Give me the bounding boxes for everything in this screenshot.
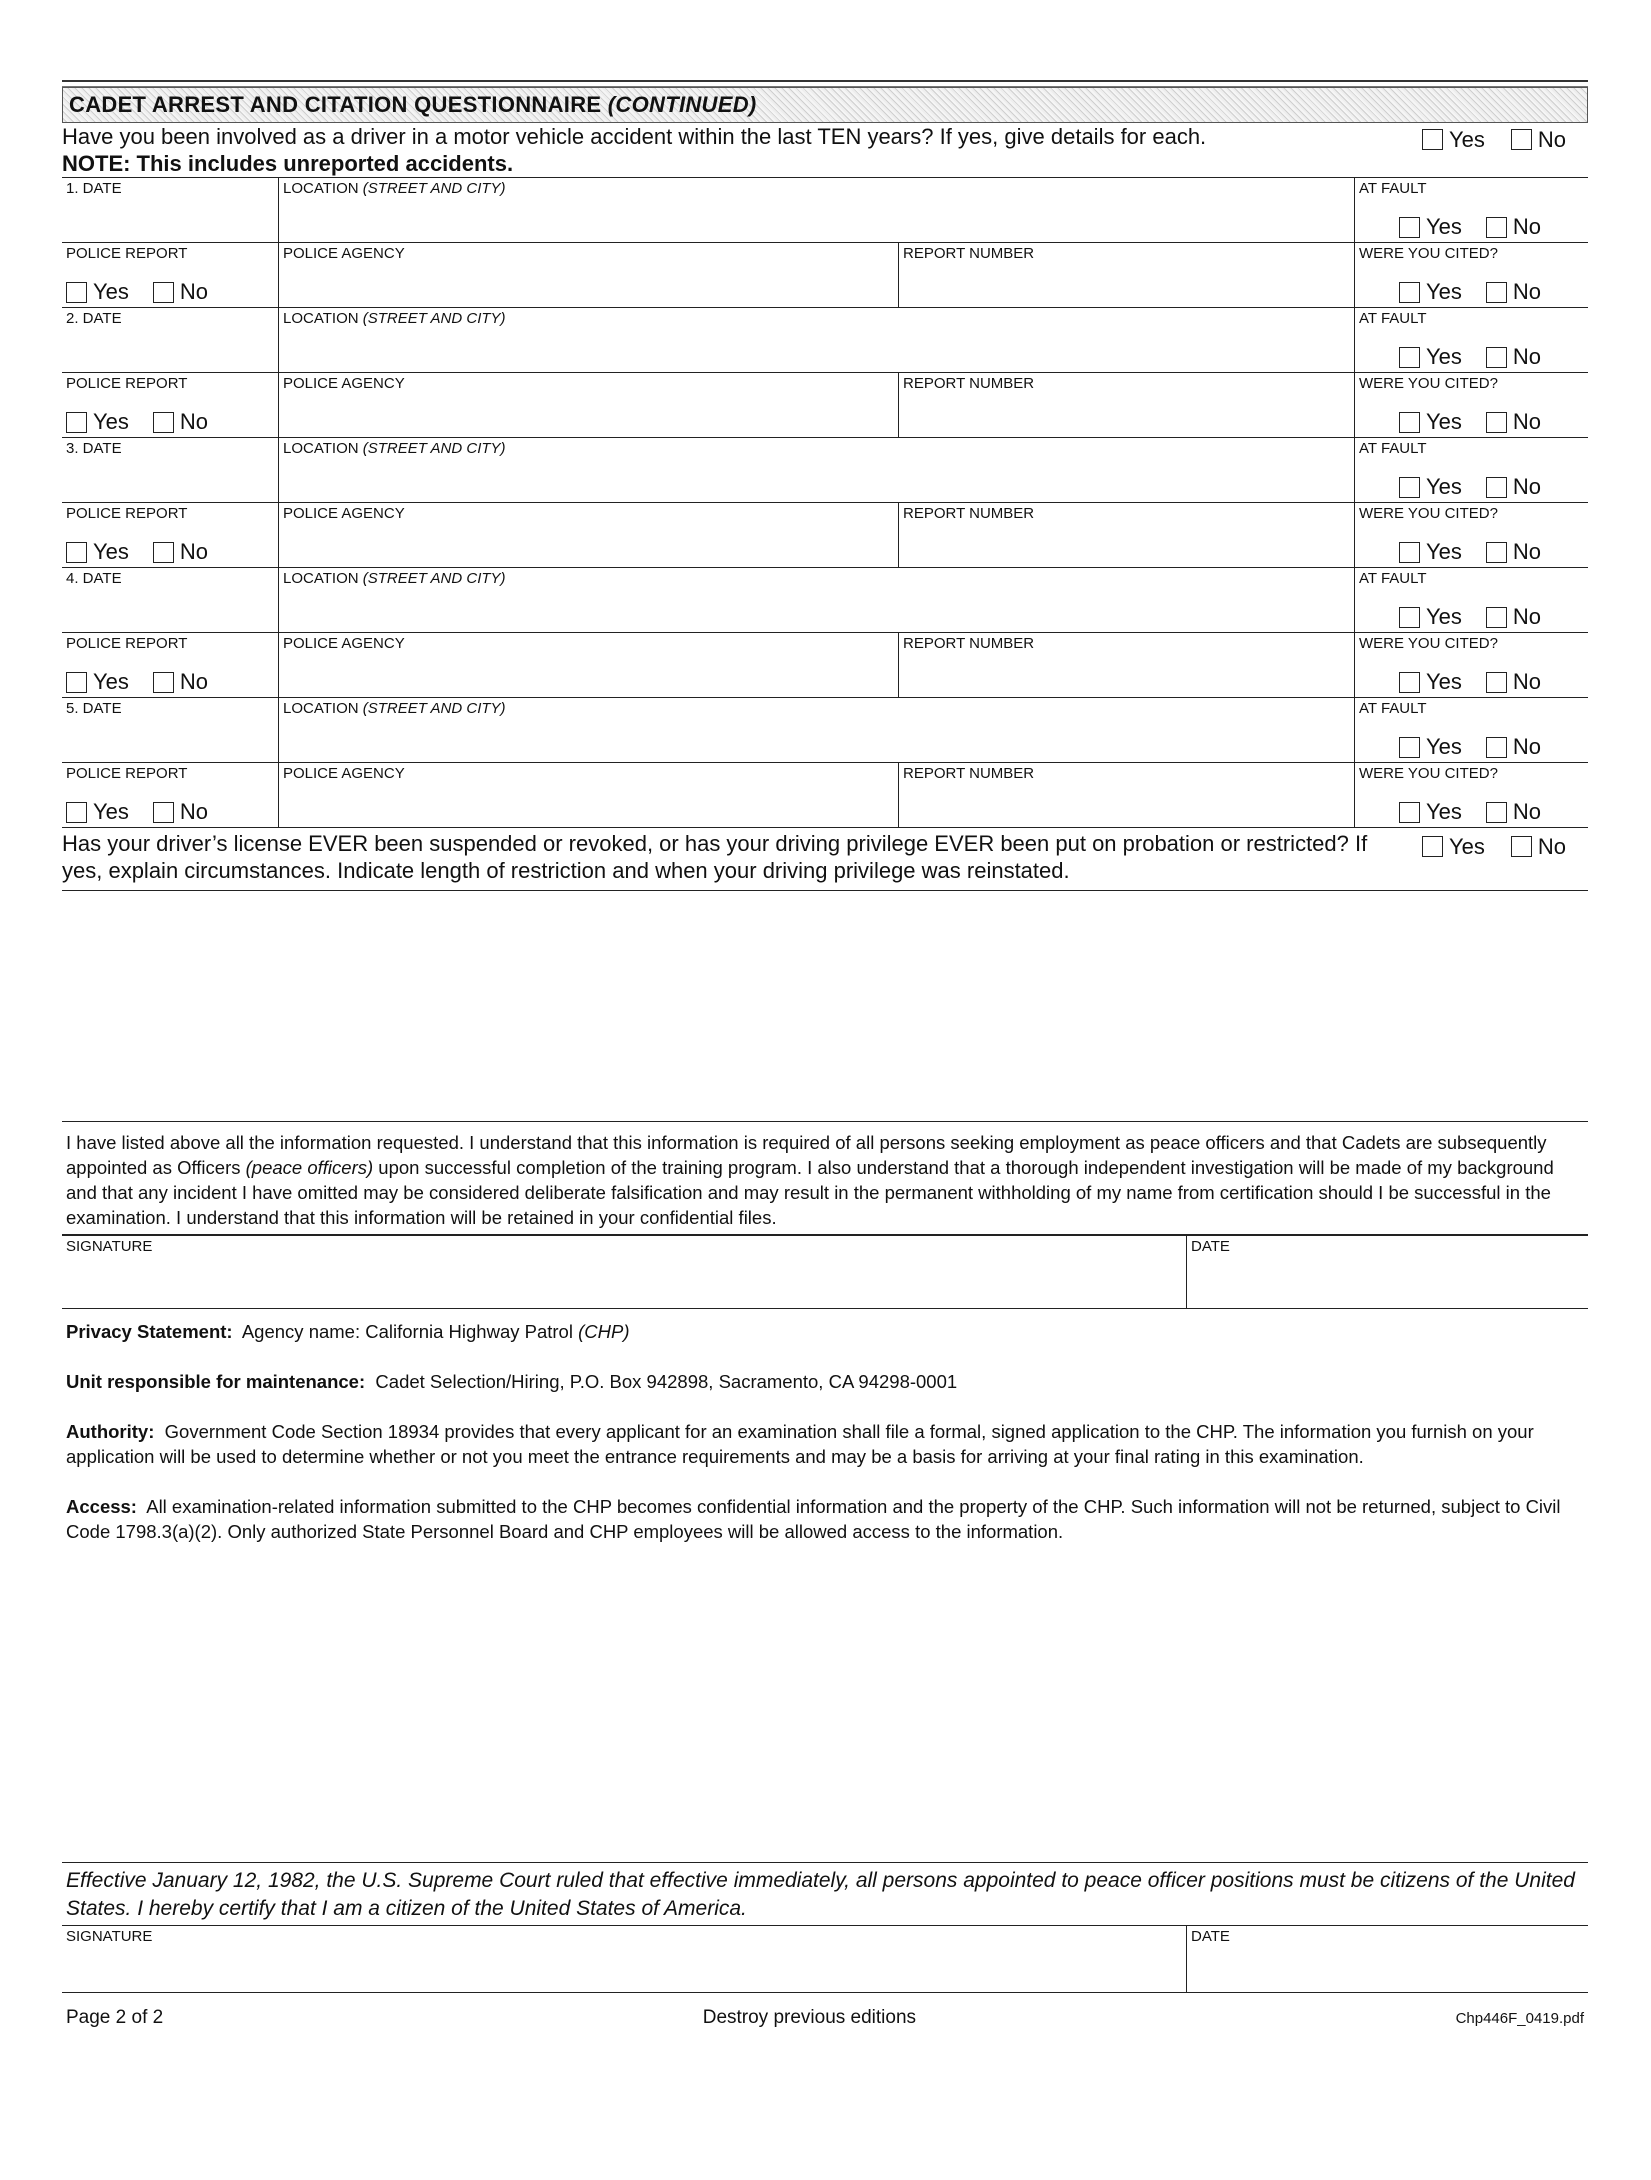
- no-label: No: [1537, 834, 1566, 859]
- no-label: No: [1512, 799, 1542, 824]
- accident-3-report-number-field[interactable]: [898, 503, 1354, 567]
- no-label: No: [179, 799, 209, 824]
- location-label-text: LOCATION: [283, 180, 359, 197]
- at-fault-label: AT FAULT: [1359, 440, 1427, 457]
- signature-label: SIGNATURE: [66, 1928, 153, 1945]
- no-label: No: [179, 279, 209, 304]
- accident-2-at-fault-yes-checkbox[interactable]: [1399, 347, 1420, 368]
- yes-label: Yes: [1426, 409, 1462, 434]
- unit-text: Cadet Selection/Hiring, P.O. Box 942898, Sacramento, CA 94298-0001: [375, 1371, 958, 1392]
- accident-5-report-number-field[interactable]: [898, 763, 1354, 827]
- accident-5-row-2: [62, 763, 1588, 828]
- at-fault-label: AT FAULT: [1359, 310, 1427, 327]
- accident-2-police-report-no-checkbox[interactable]: [153, 412, 174, 433]
- accident-4-row-2: [62, 633, 1588, 698]
- accident-1-row-1: [62, 178, 1588, 243]
- location-label: [283, 700, 506, 717]
- accident-3-police-report-yes-checkbox[interactable]: [66, 542, 87, 563]
- no-label: No: [1512, 344, 1542, 369]
- accident-1-report-number-field[interactable]: [898, 243, 1354, 307]
- accident-1-cited-no-checkbox[interactable]: [1486, 282, 1507, 303]
- spacer: [62, 1544, 1588, 1862]
- accident-5-cited: [1354, 763, 1588, 827]
- license-yes-checkbox[interactable]: [1422, 836, 1443, 857]
- accident-5-cited-no-checkbox[interactable]: [1486, 802, 1507, 823]
- yes-label: Yes: [1426, 604, 1462, 629]
- citizenship-statement: Effective January 12, 1982, the U.S. Supreme Court ruled that effective immediately, all persons appointed to peace officer positions must be citizens of the United States. I hereby certify that I am a citizen of the United States of America.: [62, 1862, 1588, 1925]
- were-cited-label: WERE YOU CITED?: [1359, 635, 1498, 652]
- footer-notice: Destroy previous editions: [702, 2007, 917, 2028]
- no-label: No: [1512, 409, 1542, 434]
- were-cited-label: WERE YOU CITED?: [1359, 505, 1498, 522]
- accident-1-police-report: [62, 243, 278, 307]
- accident-1-at-fault-yes-checkbox[interactable]: [1399, 217, 1420, 238]
- location-label: [283, 570, 506, 587]
- accident-5-police-report-yes-checkbox[interactable]: [66, 802, 87, 823]
- license-no-checkbox[interactable]: [1511, 836, 1532, 857]
- accident-2-police-report: [62, 373, 278, 437]
- date-field-2[interactable]: [1186, 1926, 1588, 1992]
- signature-label: SIGNATURE: [66, 1238, 153, 1255]
- accident-1-cited-yes-checkbox[interactable]: [1399, 282, 1420, 303]
- signature-row: [62, 1234, 1588, 1309]
- no-label: No: [179, 409, 209, 434]
- police-report-label: POLICE REPORT: [66, 375, 188, 392]
- accident-5-police-agency-field[interactable]: [278, 763, 898, 827]
- yes-label: Yes: [1426, 344, 1462, 369]
- accident-4-cited-no-checkbox[interactable]: [1486, 672, 1507, 693]
- yes-label: Yes: [93, 539, 129, 564]
- accident-2-row-2: [62, 373, 1588, 438]
- date-label: 3. DATE: [66, 440, 122, 457]
- accident-3-row-1: [62, 438, 1588, 503]
- no-label: No: [1512, 279, 1542, 304]
- were-cited-label: WERE YOU CITED?: [1359, 375, 1498, 392]
- footer: [62, 2007, 1588, 2029]
- accident-2-police-report-yes-checkbox[interactable]: [66, 412, 87, 433]
- accident-2-at-fault: [1354, 308, 1588, 372]
- yes-label: Yes: [93, 669, 129, 694]
- accident-2-report-number-field[interactable]: [898, 373, 1354, 437]
- accident-4-cited: [1354, 633, 1588, 697]
- accident-1-date-field[interactable]: [62, 178, 278, 242]
- section-header: [62, 87, 1588, 123]
- accident-4-police-report: [62, 633, 278, 697]
- police-agency-label: POLICE AGENCY: [283, 375, 405, 392]
- accident-5-at-fault-no-checkbox[interactable]: [1486, 737, 1507, 758]
- accident-1-location-field[interactable]: [278, 178, 1354, 242]
- accident-5-at-fault-yes-checkbox[interactable]: [1399, 737, 1420, 758]
- accident-1-cited: [1354, 243, 1588, 307]
- date-label: DATE: [1191, 1928, 1230, 1945]
- report-number-label: REPORT NUMBER: [903, 505, 1035, 522]
- accident-4-at-fault: [1354, 568, 1588, 632]
- accident-1-at-fault: [1354, 178, 1588, 242]
- no-label: No: [179, 539, 209, 564]
- accident-question: [62, 123, 1588, 177]
- at-fault-label: AT FAULT: [1359, 700, 1427, 717]
- accident-5-police-report-no-checkbox[interactable]: [153, 802, 174, 823]
- no-label: No: [1512, 734, 1542, 759]
- accident-1-police-report-yes-checkbox[interactable]: [66, 282, 87, 303]
- at-fault-label: AT FAULT: [1359, 180, 1427, 197]
- yes-label: Yes: [1426, 734, 1462, 759]
- location-label: [283, 440, 506, 457]
- certification-statement: [62, 1121, 1588, 1234]
- location-label-suffix: (STREET AND CITY): [362, 180, 506, 197]
- privacy-label: Privacy Statement:: [66, 1321, 233, 1342]
- accident-4-at-fault-no-checkbox[interactable]: [1486, 607, 1507, 628]
- no-label: No: [1512, 539, 1542, 564]
- police-agency-label: POLICE AGENCY: [283, 765, 405, 782]
- yes-label: Yes: [1426, 669, 1462, 694]
- accident-4-cited-yes-checkbox[interactable]: [1399, 672, 1420, 693]
- accident-5-police-report: [62, 763, 278, 827]
- privacy-section: [62, 1319, 1588, 1544]
- location-label: [283, 310, 506, 327]
- yes-label: Yes: [1426, 474, 1462, 499]
- accident-4-police-report-yes-checkbox[interactable]: [66, 672, 87, 693]
- section-title: CADET ARREST AND CITATION QUESTIONNAIRE: [69, 92, 602, 117]
- access-label: Access:: [66, 1496, 137, 1517]
- accident-3-cited-yes-checkbox[interactable]: [1399, 542, 1420, 563]
- statement-part-1: I have listed above all the information requested. I understand that this information is required of all persons seeking employment as peace officers and that Cadets are subsequently appointed as Officers: [66, 1132, 1547, 1178]
- accident-3-at-fault: [1354, 438, 1588, 502]
- accident-2-at-fault-no-checkbox[interactable]: [1486, 347, 1507, 368]
- accident-3-police-agency-field[interactable]: [278, 503, 898, 567]
- accident-3-at-fault-yes-checkbox[interactable]: [1399, 477, 1420, 498]
- authority-label: Authority:: [66, 1421, 155, 1442]
- accident-4-row-1: [62, 568, 1588, 633]
- accident-5-date-field[interactable]: [62, 698, 278, 762]
- accident-3-police-report: [62, 503, 278, 567]
- privacy-text: Agency name: California Highway Patrol: [241, 1321, 573, 1342]
- accident-3-at-fault-no-checkbox[interactable]: [1486, 477, 1507, 498]
- location-label-text: LOCATION: [283, 570, 359, 587]
- signature-field-2[interactable]: [62, 1926, 1186, 1992]
- no-label: No: [1512, 669, 1542, 694]
- license-question-text: Has your driver’s license EVER been suspended or revoked, or has your driving privilege EVER been put on probation or restricted? If yes, explain circumstances. Indicate length of restriction and when your driving privilege was reinstated.: [62, 831, 1368, 883]
- accident-question-note: NOTE: This includes unreported accidents.: [62, 151, 514, 176]
- report-number-label: REPORT NUMBER: [903, 245, 1035, 262]
- yes-label: Yes: [1426, 799, 1462, 824]
- yes-label: Yes: [93, 279, 129, 304]
- yes-label: Yes: [1426, 539, 1462, 564]
- accident-5-row-1: [62, 698, 1588, 763]
- accident-1-police-agency-field[interactable]: [278, 243, 898, 307]
- access-text: All examination-related information submitted to the CHP becomes confidential information and the property of the CHP. Such information will not be returned, subject to Civil Code 1798.3(a)(2). Only authorized State Personnel Board and CHP employees will be allowed access to the information.: [66, 1496, 1561, 1542]
- statement-italic: (peace officers): [245, 1157, 374, 1178]
- yes-label: Yes: [93, 799, 129, 824]
- accident-2-cited-yes-checkbox[interactable]: [1399, 412, 1420, 433]
- date-label: 4. DATE: [66, 570, 122, 587]
- form-id: Chp446F_0419.pdf: [1455, 2009, 1584, 2027]
- date-label: 2. DATE: [66, 310, 122, 327]
- accident-1-police-report-no-checkbox[interactable]: [153, 282, 174, 303]
- police-agency-label: POLICE AGENCY: [283, 245, 405, 262]
- accident-5-cited-yes-checkbox[interactable]: [1399, 802, 1420, 823]
- location-label-suffix: (STREET AND CITY): [362, 310, 506, 327]
- report-number-label: REPORT NUMBER: [903, 765, 1035, 782]
- accident-2-cited: [1354, 373, 1588, 437]
- location-label-text: LOCATION: [283, 310, 359, 327]
- privacy-italic: (CHP): [578, 1321, 630, 1342]
- police-agency-label: POLICE AGENCY: [283, 635, 405, 652]
- yes-label: Yes: [1448, 834, 1485, 859]
- location-label-suffix: (STREET AND CITY): [362, 440, 506, 457]
- date-label: 1. DATE: [66, 180, 122, 197]
- signature-row-2: [62, 1925, 1588, 1993]
- page-number: Page 2 of 2: [66, 2007, 164, 2028]
- accident-4-police-agency-field[interactable]: [278, 633, 898, 697]
- date-label: 5. DATE: [66, 700, 122, 717]
- accident-2-location-field[interactable]: [278, 308, 1354, 372]
- accident-4-location-field[interactable]: [278, 568, 1354, 632]
- accident-4-report-number-field[interactable]: [898, 633, 1354, 697]
- no-label: No: [1537, 127, 1566, 152]
- accident-3-police-report-no-checkbox[interactable]: [153, 542, 174, 563]
- report-number-label: REPORT NUMBER: [903, 375, 1035, 392]
- location-label-suffix: (STREET AND CITY): [362, 700, 506, 717]
- date-field[interactable]: [1186, 1236, 1588, 1308]
- no-label: No: [179, 669, 209, 694]
- accident-table: [62, 177, 1588, 828]
- authority-text: Government Code Section 18934 provides that every applicant for an examination shall file a formal, signed application to the CHP. The information you furnish on your application will be used to determine whether or not you meet the entrance requirements and may be a basis for arriving at your final rating in this examination.: [66, 1421, 1534, 1467]
- no-label: No: [1512, 604, 1542, 629]
- yes-label: Yes: [93, 409, 129, 434]
- yes-label: Yes: [1448, 127, 1485, 152]
- accident-3-row-2: [62, 503, 1588, 568]
- no-label: No: [1512, 474, 1542, 499]
- accident-no-checkbox[interactable]: [1511, 129, 1532, 150]
- top-rule: [62, 80, 1588, 87]
- accident-3-date-field[interactable]: [62, 438, 278, 502]
- report-number-label: REPORT NUMBER: [903, 635, 1035, 652]
- accident-5-location-field[interactable]: [278, 698, 1354, 762]
- police-report-label: POLICE REPORT: [66, 635, 188, 652]
- accident-4-date-field[interactable]: [62, 568, 278, 632]
- no-label: No: [1512, 214, 1542, 239]
- yes-label: Yes: [1426, 214, 1462, 239]
- were-cited-label: WERE YOU CITED?: [1359, 765, 1498, 782]
- police-report-label: POLICE REPORT: [66, 245, 188, 262]
- accident-3-cited: [1354, 503, 1588, 567]
- police-agency-label: POLICE AGENCY: [283, 505, 405, 522]
- signature-field[interactable]: [62, 1236, 1186, 1308]
- at-fault-label: AT FAULT: [1359, 570, 1427, 587]
- license-explanation-area[interactable]: [62, 890, 1588, 1121]
- accident-2-date-field[interactable]: [62, 308, 278, 372]
- accident-1-row-2: [62, 243, 1588, 308]
- accident-yes-checkbox[interactable]: [1422, 129, 1443, 150]
- spacer: [62, 1993, 1588, 2007]
- accident-4-police-report-no-checkbox[interactable]: [153, 672, 174, 693]
- accident-5-at-fault: [1354, 698, 1588, 762]
- accident-1-at-fault-no-checkbox[interactable]: [1486, 217, 1507, 238]
- accident-2-cited-no-checkbox[interactable]: [1486, 412, 1507, 433]
- location-label-suffix: (STREET AND CITY): [362, 570, 506, 587]
- yes-label: Yes: [1426, 279, 1462, 304]
- accident-3-cited-no-checkbox[interactable]: [1486, 542, 1507, 563]
- unit-label: Unit responsible for maintenance:: [66, 1371, 366, 1392]
- accident-4-at-fault-yes-checkbox[interactable]: [1399, 607, 1420, 628]
- statement-part-2: upon successful completion of the training program. I also understand that a thorough independent investigation will be made of my background and that any incident I have omitted may be considered deliberate falsification and may result in the permanent withholding of my name from certification should I be successful in the examination. I understand that this information will be retained in your confidential files.: [66, 1157, 1554, 1228]
- accident-2-row-1: [62, 308, 1588, 373]
- form-page: [62, 80, 1588, 2029]
- accident-3-location-field[interactable]: [278, 438, 1354, 502]
- section-title-suffix: (CONTINUED): [607, 92, 757, 117]
- date-label: DATE: [1191, 1238, 1230, 1255]
- location-label-text: LOCATION: [283, 700, 359, 717]
- location-label: [283, 180, 506, 197]
- accident-question-text: Have you been involved as a driver in a motor vehicle accident within the last TEN years? If yes, give details for each.: [62, 124, 1207, 149]
- police-report-label: POLICE REPORT: [66, 505, 188, 522]
- were-cited-label: WERE YOU CITED?: [1359, 245, 1498, 262]
- accident-2-police-agency-field[interactable]: [278, 373, 898, 437]
- police-report-label: POLICE REPORT: [66, 765, 188, 782]
- license-question: [62, 830, 1588, 884]
- location-label-text: LOCATION: [283, 440, 359, 457]
